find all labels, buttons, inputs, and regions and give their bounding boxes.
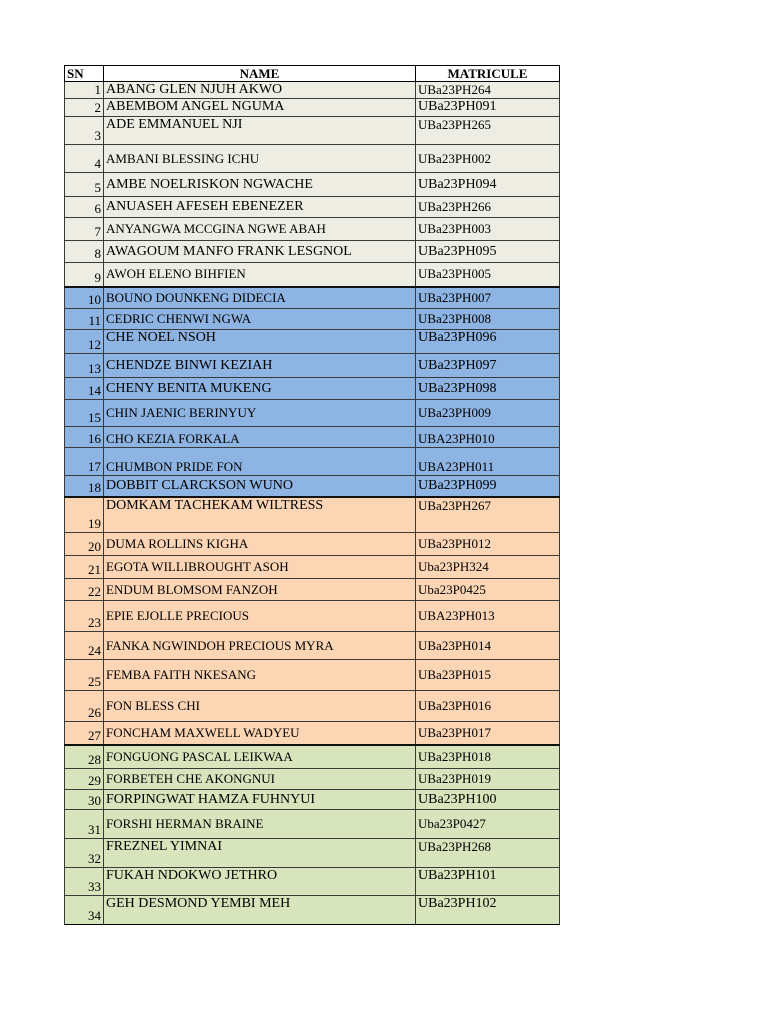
cell-name[interactable]: AMBE NOELRISKON NGWACHE — [104, 173, 416, 197]
cell-name[interactable]: CHENY BENITA MUKENG — [104, 378, 416, 400]
header-row — [65, 66, 560, 82]
cell-sn[interactable]: 10 — [65, 287, 104, 309]
cell-matricule[interactable]: UBa23PH268 — [416, 839, 560, 868]
cell-name[interactable]: FONCHAM MAXWELL WADYEU — [104, 722, 416, 745]
cell-matricule[interactable]: UBa23PH007 — [416, 287, 560, 309]
table-row — [65, 354, 560, 378]
table-row — [65, 145, 560, 173]
cell-sn[interactable]: 9 — [65, 263, 104, 287]
cell-matricule[interactable]: UBa23PH099 — [416, 476, 560, 497]
cell-matricule[interactable]: UBa23PH016 — [416, 691, 560, 722]
cell-sn[interactable]: 22 — [65, 579, 104, 601]
cell-name[interactable]: CEDRIC CHENWI NGWA — [104, 309, 416, 330]
cell-sn[interactable]: 2 — [65, 99, 104, 117]
table-row — [65, 497, 560, 533]
cell-sn[interactable]: 11 — [65, 309, 104, 330]
cell-matricule[interactable]: UBa23PH102 — [416, 896, 560, 925]
cell-matricule[interactable]: UBa23PH267 — [416, 497, 560, 533]
cell-sn[interactable]: 20 — [65, 533, 104, 556]
cell-sn[interactable]: 6 — [65, 197, 104, 218]
header-matricule[interactable]: MATRICULE — [416, 66, 560, 82]
cell-name[interactable]: ANUASEH AFESEH EBENEZER — [104, 197, 416, 218]
cell-sn[interactable]: 23 — [65, 601, 104, 632]
cell-sn[interactable]: 17 — [65, 448, 104, 476]
cell-name[interactable]: GEH DESMOND YEMBI MEH — [104, 896, 416, 925]
cell-sn[interactable]: 31 — [65, 810, 104, 839]
table-row — [65, 117, 560, 145]
table-row — [65, 601, 560, 632]
cell-name[interactable]: ABANG GLEN NJUH AKWO — [104, 82, 416, 99]
cell-matricule[interactable]: UBa23PH100 — [416, 790, 560, 810]
cell-sn[interactable]: 33 — [65, 868, 104, 896]
table-row — [65, 579, 560, 601]
cell-matricule[interactable]: UBa23PH005 — [416, 263, 560, 287]
table-row — [65, 241, 560, 263]
cell-name[interactable]: ABEMBOM ANGEL NGUMA — [104, 99, 416, 117]
cell-sn[interactable]: 29 — [65, 769, 104, 790]
cell-matricule[interactable]: UBa23PH019 — [416, 769, 560, 790]
table-row — [65, 691, 560, 722]
cell-name[interactable]: CHENDZE BINWI KEZIAH — [104, 354, 416, 378]
cell-sn[interactable]: 19 — [65, 497, 104, 533]
cell-sn[interactable]: 1 — [65, 82, 104, 99]
cell-sn[interactable]: 12 — [65, 330, 104, 354]
table-row — [65, 263, 560, 287]
cell-name[interactable]: ADE EMMANUEL NJI — [104, 117, 416, 145]
table-row — [65, 197, 560, 218]
cell-matricule[interactable]: Uba23PH324 — [416, 556, 560, 579]
cell-sn[interactable]: 15 — [65, 400, 104, 427]
cell-matricule[interactable]: UBA23PH013 — [416, 601, 560, 632]
cell-name[interactable]: FON BLESS CHI — [104, 691, 416, 722]
cell-matricule[interactable]: UBa23PH018 — [416, 745, 560, 769]
header-sn[interactable]: SN — [65, 66, 104, 82]
cell-name[interactable]: ENDUM BLOMSOM FANZOH — [104, 579, 416, 601]
table-row — [65, 533, 560, 556]
table-row — [65, 448, 560, 476]
cell-name[interactable]: FEMBA FAITH NKESANG — [104, 660, 416, 691]
student-list-table — [64, 65, 560, 925]
table-row — [65, 378, 560, 400]
cell-sn[interactable]: 14 — [65, 378, 104, 400]
cell-matricule[interactable]: UBa23PH014 — [416, 632, 560, 660]
table-row — [65, 839, 560, 868]
cell-sn[interactable]: 4 — [65, 145, 104, 173]
cell-matricule[interactable]: UBa23PH101 — [416, 868, 560, 896]
cell-name[interactable]: EGOTA WILLIBROUGHT ASOH — [104, 556, 416, 579]
table-row — [65, 810, 560, 839]
cell-matricule[interactable]: UBa23PH097 — [416, 354, 560, 378]
cell-matricule[interactable]: UBa23PH095 — [416, 241, 560, 263]
table-row — [65, 218, 560, 241]
cell-name[interactable]: CHUMBON PRIDE FON — [104, 448, 416, 476]
cell-name[interactable]: CHIN JAENIC BERINYUY — [104, 400, 416, 427]
table-row — [65, 769, 560, 790]
cell-matricule[interactable]: UBa23PH096 — [416, 330, 560, 354]
cell-sn[interactable]: 24 — [65, 632, 104, 660]
table-row — [65, 790, 560, 810]
cell-sn[interactable]: 3 — [65, 117, 104, 145]
cell-matricule[interactable]: UBa23PH264 — [416, 82, 560, 99]
cell-sn[interactable]: 21 — [65, 556, 104, 579]
cell-sn[interactable]: 28 — [65, 745, 104, 769]
cell-matricule[interactable]: UBA23PH010 — [416, 427, 560, 448]
cell-matricule[interactable]: UBa23PH091 — [416, 99, 560, 117]
cell-name[interactable]: DOMKAM TACHEKAM WILTRESS — [104, 497, 416, 533]
cell-matricule[interactable]: UBa23PH098 — [416, 378, 560, 400]
cell-matricule[interactable]: Uba23P0427 — [416, 810, 560, 839]
table-row — [65, 868, 560, 896]
cell-sn[interactable]: 7 — [65, 218, 104, 241]
cell-sn[interactable]: 30 — [65, 790, 104, 810]
cell-name[interactable]: FORBETEH CHE AKONGNUI — [104, 769, 416, 790]
cell-matricule[interactable]: UBa23PH009 — [416, 400, 560, 427]
cell-sn[interactable]: 18 — [65, 476, 104, 497]
table-row — [65, 632, 560, 660]
cell-matricule[interactable]: UBa23PH266 — [416, 197, 560, 218]
table-row — [65, 722, 560, 745]
cell-matricule[interactable]: UBa23PH012 — [416, 533, 560, 556]
cell-name[interactable]: CHE NOEL NSOH — [104, 330, 416, 354]
cell-name[interactable]: AWOH ELENO BIHFIEN — [104, 263, 416, 287]
cell-sn[interactable]: 34 — [65, 896, 104, 925]
cell-sn[interactable]: 16 — [65, 427, 104, 448]
cell-name[interactable]: AMBANI BLESSING ICHU — [104, 145, 416, 173]
cell-name[interactable]: CHO KEZIA FORKALA — [104, 427, 416, 448]
cell-name[interactable]: FANKA NGWINDOH PRECIOUS MYRA — [104, 632, 416, 660]
table-row — [65, 400, 560, 427]
cell-name[interactable]: EPIE EJOLLE PRECIOUS — [104, 601, 416, 632]
table-row — [65, 99, 560, 117]
cell-matricule[interactable]: UBa23PH017 — [416, 722, 560, 745]
table-row — [65, 745, 560, 769]
table-row — [65, 82, 560, 99]
cell-matricule[interactable]: UBa23PH003 — [416, 218, 560, 241]
cell-name[interactable]: DUMA ROLLINS KIGHA — [104, 533, 416, 556]
header-name[interactable]: NAME — [104, 66, 416, 82]
cell-name[interactable]: FORPINGWAT HAMZA FUHNYUI — [104, 790, 416, 810]
cell-sn[interactable]: 32 — [65, 839, 104, 868]
table-row — [65, 556, 560, 579]
cell-matricule[interactable]: UBa23PH265 — [416, 117, 560, 145]
cell-name[interactable]: FONGUONG PASCAL LEIKWAA — [104, 745, 416, 769]
cell-matricule[interactable]: Uba23P0425 — [416, 579, 560, 601]
cell-sn[interactable]: 5 — [65, 173, 104, 197]
cell-name[interactable]: ANYANGWA MCCGINA NGWE ABAH — [104, 218, 416, 241]
table-row — [65, 427, 560, 448]
cell-name[interactable]: AWAGOUM MANFO FRANK LESGNOL — [104, 241, 416, 263]
cell-sn[interactable]: 13 — [65, 354, 104, 378]
cell-matricule[interactable]: UBA23PH011 — [416, 448, 560, 476]
cell-name[interactable]: DOBBIT CLARCKSON WUNO — [104, 476, 416, 497]
cell-matricule[interactable]: UBa23PH008 — [416, 309, 560, 330]
table-row — [65, 309, 560, 330]
cell-sn[interactable]: 8 — [65, 241, 104, 263]
cell-matricule[interactable]: UBa23PH015 — [416, 660, 560, 691]
cell-sn[interactable]: 26 — [65, 691, 104, 722]
cell-matricule[interactable]: UBa23PH094 — [416, 173, 560, 197]
cell-sn[interactable]: 27 — [65, 722, 104, 745]
table-row — [65, 330, 560, 354]
table-row — [65, 173, 560, 197]
cell-name[interactable]: FREZNEL YIMNAI — [104, 839, 416, 868]
table-row — [65, 660, 560, 691]
table-row — [65, 896, 560, 925]
cell-name[interactable]: BOUNO DOUNKENG DIDECIA — [104, 287, 416, 309]
table-row — [65, 476, 560, 497]
cell-sn[interactable]: 25 — [65, 660, 104, 691]
cell-matricule[interactable]: UBa23PH002 — [416, 145, 560, 173]
table-row — [65, 287, 560, 309]
cell-name[interactable]: FORSHI HERMAN BRAINE — [104, 810, 416, 839]
table-body — [65, 82, 560, 925]
cell-name[interactable]: FUKAH NDOKWO JETHRO — [104, 868, 416, 896]
